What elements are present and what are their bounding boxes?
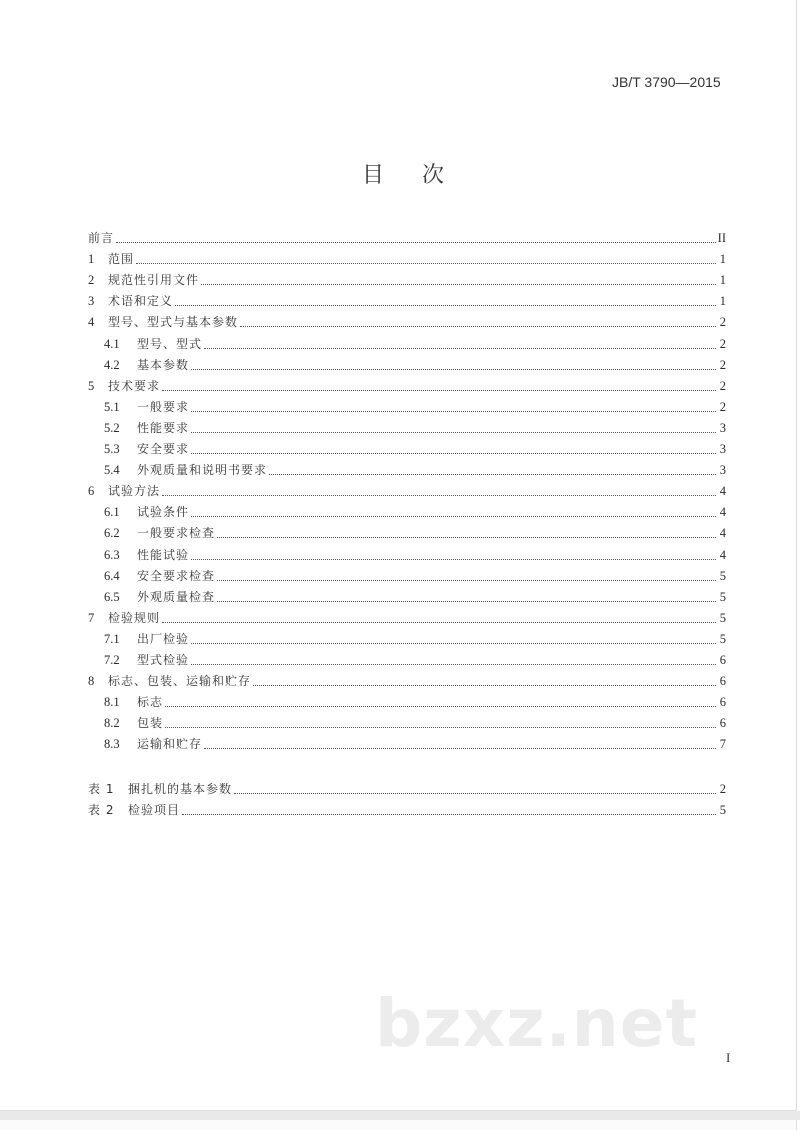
toc-entry-label: 一般要求 bbox=[137, 399, 190, 414]
toc-entry[interactable] bbox=[88, 397, 726, 415]
toc-entry-number: 2 bbox=[88, 273, 95, 288]
toc-entry-label: 一般要求检查 bbox=[137, 526, 216, 541]
toc-entry-number: 5.2 bbox=[104, 420, 120, 435]
toc-entry[interactable] bbox=[88, 481, 726, 499]
dot-leader bbox=[191, 663, 716, 665]
toc-entry-page: 6 bbox=[719, 716, 726, 731]
toc-entry-label: 出厂检验 bbox=[137, 631, 190, 646]
toc-entry[interactable] bbox=[88, 734, 726, 752]
toc-entry-number: 4.2 bbox=[104, 357, 120, 372]
dot-leader bbox=[240, 325, 716, 327]
dot-leader bbox=[191, 410, 716, 412]
toc-entry-page: 2 bbox=[719, 399, 726, 414]
toc-entry-number: 5.1 bbox=[104, 399, 120, 414]
dot-leader bbox=[116, 241, 716, 243]
toc-entry[interactable] bbox=[88, 439, 726, 457]
dot-leader bbox=[204, 747, 716, 749]
toc-entry-label: 试验方法 bbox=[108, 484, 161, 499]
toc-entry-page: 2 bbox=[719, 357, 726, 372]
toc-entry-page: 2 bbox=[719, 315, 726, 330]
toc-entry-page: 1 bbox=[719, 273, 726, 288]
dot-leader bbox=[191, 515, 716, 517]
dot-leader bbox=[191, 452, 716, 454]
toc-entry[interactable] bbox=[88, 608, 726, 626]
table-number: 表 2 bbox=[88, 803, 115, 818]
toc-entry-page: 5 bbox=[719, 568, 726, 583]
toc-entry-page: 2 bbox=[719, 336, 726, 351]
toc-entry[interactable] bbox=[88, 566, 726, 584]
toc-entry[interactable] bbox=[88, 671, 726, 689]
dot-leader bbox=[136, 262, 716, 264]
toc-entry-label: 技术要求 bbox=[108, 378, 161, 393]
toc-entry-label: 运输和贮存 bbox=[137, 737, 203, 752]
toc-entry[interactable] bbox=[88, 249, 726, 267]
dot-leader bbox=[253, 684, 716, 686]
dot-leader bbox=[165, 726, 716, 728]
table-number: 表 1 bbox=[88, 782, 115, 796]
table-title: 检验项目 bbox=[128, 803, 181, 818]
table-page: 2 bbox=[719, 782, 726, 796]
toc-entry-page: 3 bbox=[719, 442, 726, 456]
toc-entry-label: 试验条件 bbox=[137, 505, 190, 520]
dot-leader bbox=[217, 579, 716, 581]
toc-entry[interactable] bbox=[88, 713, 726, 731]
title-char-1: 目 bbox=[362, 163, 385, 188]
toc-entry-number: 7.1 bbox=[104, 631, 120, 646]
toc-entry-label: 性能试验 bbox=[137, 547, 190, 562]
toc-entry-number: 6.4 bbox=[104, 568, 120, 583]
toc-entry-page: 4 bbox=[719, 505, 726, 520]
toc-entry-number: 8.3 bbox=[104, 737, 120, 752]
toc-entry-page: 4 bbox=[719, 526, 726, 541]
toc-entry-label: 型号、型式与基本参数 bbox=[108, 315, 239, 330]
watermark: bzxz.net bbox=[375, 985, 699, 1062]
toc-entry-number: 6.3 bbox=[104, 547, 120, 562]
toc-entry-number: 6.5 bbox=[104, 589, 120, 604]
dot-leader bbox=[234, 792, 716, 794]
page-title bbox=[362, 158, 444, 189]
dot-leader bbox=[217, 600, 716, 602]
toc-entry[interactable] bbox=[88, 692, 726, 710]
dot-leader bbox=[175, 304, 716, 306]
toc-entry-label: 范围 bbox=[108, 252, 135, 267]
toc-entry[interactable] bbox=[88, 502, 726, 520]
toc-entry[interactable] bbox=[88, 291, 726, 309]
toc-entry-page: 1 bbox=[719, 252, 726, 267]
page-separator bbox=[0, 1111, 800, 1120]
toc-entry-label: 安全要求检查 bbox=[137, 568, 216, 583]
toc-entry-page: 6 bbox=[719, 674, 726, 689]
toc-entry-page: 4 bbox=[719, 547, 726, 562]
toc-entry-label: 外观质量和说明书要求 bbox=[137, 463, 268, 478]
toc-entry[interactable] bbox=[88, 418, 726, 436]
table-list-entry[interactable] bbox=[88, 779, 726, 797]
toc-entry-number: 8.2 bbox=[104, 716, 120, 731]
toc-entry-page: II bbox=[717, 231, 726, 245]
table-list-entry[interactable] bbox=[88, 800, 726, 818]
toc-entry-label: 规范性引用文件 bbox=[108, 273, 200, 288]
title-char-2: 次 bbox=[422, 163, 445, 188]
toc-entry-number: 1 bbox=[88, 252, 95, 267]
toc-entry-label: 标志、包装、运输和贮存 bbox=[108, 674, 252, 689]
toc-entry[interactable] bbox=[88, 587, 726, 605]
toc-entry-label: 标志 bbox=[137, 695, 164, 710]
dot-leader bbox=[162, 389, 716, 391]
dot-leader bbox=[201, 283, 716, 285]
toc-entry-label: 包装 bbox=[137, 716, 164, 731]
table-page: 5 bbox=[719, 803, 726, 818]
toc-entry-page: 1 bbox=[719, 294, 726, 309]
toc-entry-number: 5.3 bbox=[104, 442, 120, 456]
dot-leader bbox=[191, 368, 716, 370]
toc-entry[interactable] bbox=[88, 270, 726, 288]
toc-entry-number: 8 bbox=[88, 674, 95, 689]
toc-entry-page: 6 bbox=[719, 653, 726, 667]
toc-entry-number: 3 bbox=[88, 294, 95, 309]
toc-entry[interactable] bbox=[88, 334, 726, 352]
dot-leader bbox=[162, 494, 716, 496]
dot-leader bbox=[269, 473, 716, 475]
toc-entry-page: 7 bbox=[719, 737, 726, 752]
toc-entry-label: 安全要求 bbox=[137, 442, 190, 456]
dot-leader bbox=[182, 813, 716, 815]
dot-leader bbox=[217, 536, 716, 538]
toc-entry[interactable] bbox=[88, 629, 726, 647]
table-title: 捆扎机的基本参数 bbox=[128, 782, 233, 796]
toc-entry[interactable] bbox=[88, 460, 726, 478]
page-number: I bbox=[726, 1050, 731, 1065]
toc-entry-label: 性能要求 bbox=[137, 420, 190, 435]
toc-entry-page: 5 bbox=[719, 589, 726, 604]
toc-entry[interactable] bbox=[88, 228, 726, 246]
toc-entry-page: 5 bbox=[719, 610, 726, 625]
toc-entry-label: 术语和定义 bbox=[108, 294, 174, 309]
dot-leader bbox=[204, 347, 716, 349]
toc-entry[interactable] bbox=[88, 545, 726, 563]
toc-entry-number: 4 bbox=[88, 315, 95, 330]
toc-entry-label: 前言 bbox=[88, 231, 115, 245]
toc-entry-number: 7.2 bbox=[104, 653, 120, 667]
toc-entry-page: 6 bbox=[719, 695, 726, 710]
toc-entry-page: 4 bbox=[719, 484, 726, 499]
toc-entry-number: 6.1 bbox=[104, 505, 120, 520]
toc-entry-label: 外观质量检查 bbox=[137, 589, 216, 604]
toc-entry[interactable] bbox=[88, 312, 726, 330]
toc-entry-label: 基本参数 bbox=[137, 357, 190, 372]
toc-entry-number: 5.4 bbox=[104, 463, 120, 478]
toc-entry-page: 3 bbox=[719, 463, 726, 478]
dot-leader bbox=[165, 705, 716, 707]
toc-entry-number: 6 bbox=[88, 484, 95, 499]
toc-entry[interactable] bbox=[88, 376, 726, 394]
dot-leader bbox=[191, 642, 716, 644]
toc-entry-number: 4.1 bbox=[104, 336, 120, 351]
toc-entry-label: 型号、型式 bbox=[137, 336, 203, 351]
toc-entry-page: 2 bbox=[719, 378, 726, 393]
toc-entry-label: 型式检验 bbox=[137, 653, 190, 667]
toc-entry[interactable] bbox=[88, 523, 726, 541]
toc-entry-number: 8.1 bbox=[104, 695, 120, 710]
next-page-edge bbox=[0, 1120, 797, 1130]
dot-leader bbox=[191, 431, 716, 433]
toc-entry-number: 7 bbox=[88, 610, 95, 625]
dot-leader bbox=[191, 558, 716, 560]
toc-entry-page: 3 bbox=[719, 420, 726, 435]
toc-entry[interactable] bbox=[88, 650, 726, 668]
toc-entry-number: 5 bbox=[88, 378, 95, 393]
toc-entry-page: 5 bbox=[719, 631, 726, 646]
toc-entry[interactable] bbox=[88, 355, 726, 373]
dot-leader bbox=[162, 621, 716, 623]
toc-entry-label: 检验规则 bbox=[108, 610, 161, 625]
toc-entry-number: 6.2 bbox=[104, 526, 120, 541]
standard-code: JB/T 3790—2015 bbox=[612, 74, 721, 90]
